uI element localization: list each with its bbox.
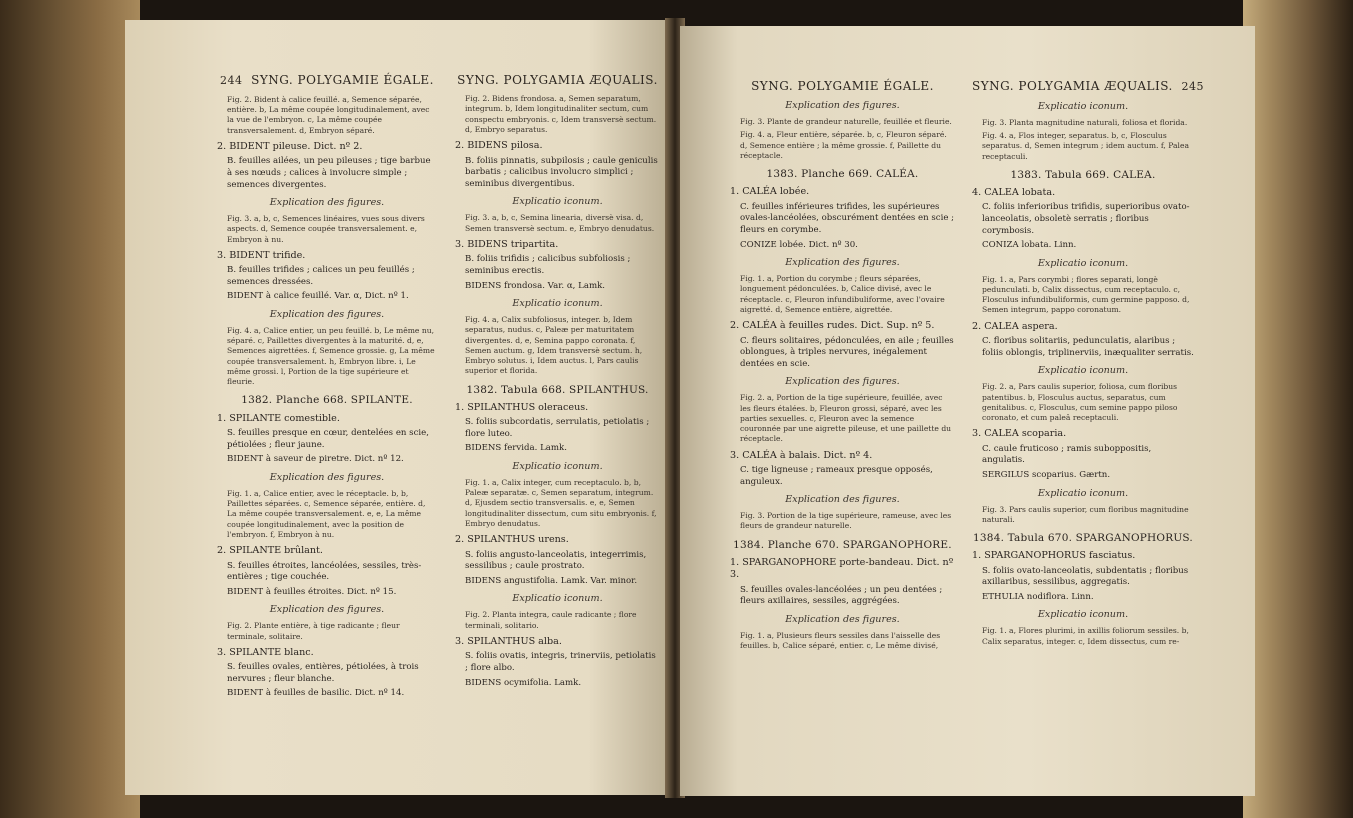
section-subheading: Explicatio iconum. bbox=[1037, 100, 1129, 112]
figure-caption: Fig. 3. Portion de la tige supérieure, rameuse, avec les fleurs de grandeur naturelle. bbox=[740, 511, 952, 531]
right-page-col-french bbox=[730, 26, 955, 654]
left-page-col-latin bbox=[455, 20, 660, 692]
figure-caption: Fig. 4. a, Flos integer, separatus. b, c, Flosculus separatus. d, Semen integrum ; idem auctum. f, Palea receptaculi. bbox=[982, 131, 1189, 161]
figure-caption: Fig. 2. Bident à calice feuillé. a, Semence séparée, entière. b, La même coupée longitudinalement, avec la vue de l'embryon. c, La même coupée transversalement. d, Embryon séparé. bbox=[227, 94, 430, 135]
description-text: BIDENT à feuilles étroites. Dict. nº 15. bbox=[227, 586, 397, 597]
description-text: C. feuilles inférieures trifides, les supérieures ovales-lancéolées, obscurément dentées en scie ; fleurs en corymbe. bbox=[740, 201, 955, 235]
figure-caption: Fig. 3. Plante de grandeur naturelle, feuillée et fleurie. bbox=[740, 117, 952, 127]
species-entry: 1. SPILANTHUS oleraceus. bbox=[455, 401, 589, 413]
description-text: S. foliis angusto-lanceolatis, integerrimis, sessilibus ; caule prostrato. bbox=[465, 549, 647, 572]
description-text: BIDENT à calice feuillé. Var. α, Dict. nº 1. bbox=[227, 291, 409, 302]
section-subheading: Explication des figures. bbox=[785, 494, 900, 506]
running-head bbox=[972, 78, 1204, 95]
description-text: CONIZE lobée. Dict. nº 30. bbox=[740, 239, 858, 250]
page-number: 245 bbox=[1181, 80, 1204, 93]
species-entry: 1. CALÉA lobée. bbox=[730, 186, 810, 198]
description-text: C. caule fruticoso ; ramis suboppositis, angulatis. bbox=[982, 443, 1152, 466]
figure-caption: Fig. 2. a, Portion de la tige supérieure, feuillée, avec les fleurs étalées. b, Fleuron grossi, séparé, avec les parties sexuelles. c, Fleuron avec la semence couronnée par une aigrette pileuse, et une paillette du réceptacle. bbox=[740, 393, 952, 444]
section-subheading: Explicatio iconum. bbox=[512, 298, 603, 310]
figure-caption: Fig. 1. a, Portion du corymbe ; fleurs séparées, longuement pédonculées. b, Calice divisé, avec le réceptacle. c, Fleuron infundibuliforme, avec l'ovaire aigretté. d, Semence entière, aigrettée. bbox=[740, 274, 945, 314]
description-text: BIDENT à feuilles de basilic. Dict. nº 14. bbox=[227, 688, 405, 699]
description-text: BIDENS ocymifolia. Lamk. bbox=[465, 677, 582, 688]
section-subheading: Explication des figures. bbox=[269, 197, 385, 209]
description-text: SERGILUS scoparius. Gærtn. bbox=[982, 469, 1111, 480]
column-body bbox=[730, 100, 955, 651]
running-head-title: SYNG. POLYGAMIA ÆQUALIS. bbox=[457, 73, 658, 87]
plate-heading: 1383. Planche 669. CALÉA. bbox=[766, 168, 919, 181]
section-subheading: Explication des figures. bbox=[269, 309, 385, 321]
plate-heading: 1384. Tabula 670. SPARGANOPHORUS. bbox=[973, 532, 1193, 545]
description-text: B. foliis trifidis ; calicibus subfoliosis ; seminibus erectis. bbox=[465, 254, 631, 276]
figure-caption: Fig. 3. a, b, c, Semina linearia, diversè visa. d, Semen transversè sectum. e, Embryo denudatus. bbox=[465, 213, 655, 233]
description-text: CONIZA lobata. Linn. bbox=[982, 240, 1077, 251]
right-page bbox=[680, 26, 1255, 796]
column-body bbox=[972, 101, 1194, 647]
species-entry: 2. SPILANTE brûlant. bbox=[217, 545, 323, 557]
species-entry: 3. CALEA scoparia. bbox=[972, 428, 1067, 440]
description-text: C. foliis inferioribus trifidis, superioribus ovato-lanceolatis, obsoletè serratis ; floribus corymbosis. bbox=[982, 202, 1190, 236]
description-text: BIDENS angustifolia. Lamk. Var. minor. bbox=[465, 575, 638, 586]
left-page bbox=[125, 20, 670, 795]
species-entry: 2. SPILANTHUS urens. bbox=[455, 534, 569, 546]
running-head-title: SYNG. POLYGAMIE ÉGALE. bbox=[751, 79, 934, 93]
section-subheading: Explicatio iconum. bbox=[1037, 365, 1129, 377]
description-text: S. foliis subcordatis, serrulatis, petiolatis ; flore luteo. bbox=[465, 417, 650, 439]
figure-caption: Fig. 1. a, Calix integer, cum receptaculo. b, b, Paleæ separatæ. c, Semen separatum, integrum. d, Ejusdem sectio transversalis. e, e, Semen longitudinaliter dissectum, cum situ embryonis. f, Embryo denudatus. bbox=[465, 477, 657, 528]
description-text: BIDENS frondosa. Var. α, Lamk. bbox=[465, 280, 606, 291]
description-text: C. fleurs solitaires, pédonculées, en aile ; feuilles oblongues, à triples nervures, inégalement dentées en scie. bbox=[740, 335, 954, 369]
book-edge-right bbox=[1243, 0, 1353, 818]
description-text: BIDENS fervida. Lamk. bbox=[465, 443, 567, 454]
section-subheading: Explication des figures. bbox=[785, 376, 900, 388]
plate-heading: 1384. Planche 670. SPARGANOPHORE. bbox=[733, 538, 952, 551]
book-edge-left bbox=[0, 0, 140, 818]
section-subheading: Explicatio iconum. bbox=[512, 593, 603, 605]
running-head bbox=[455, 72, 660, 88]
description-text: S. foliis ovatis, integris, trinerviis, petiolatis ; flore albo. bbox=[465, 651, 656, 673]
species-entry: 1. SPARGANOPHORE porte-bandeau. Dict. nº 3. bbox=[730, 556, 954, 581]
description-text: B. feuilles ailées, un peu pileuses ; tige barbue à ses nœuds ; calices à involucre simple ; semences divergentes. bbox=[227, 156, 431, 190]
figure-caption: Fig. 2. Planta integra, caule radicante ; flore terminali, solitario. bbox=[465, 610, 637, 630]
running-head-title: SYNG. POLYGAMIE ÉGALE. bbox=[251, 73, 434, 87]
figure-caption: Fig. 2. Bidens frondosa. a, Semen separatum, integrum. b, Idem longitudinaliter sectum, cum conspectu embryonis. c, Idem transversè sectum. d, Embryo separatus. bbox=[465, 94, 657, 134]
figure-caption: Fig. 3. Planta magnitudine naturali, foliosa et florida. bbox=[982, 117, 1188, 127]
figure-caption: Fig. 4. a, Calix subfoliosus, integer. b, Idem separatus, nudus. c, Paleæ per maturitatem divergentes. d, e, Semina pappo coronata. f, Semen auctum. g, Idem transversè sectum. h, Embryo solutus. i, Idem auctus. l, Pars caulis superior et florida. bbox=[465, 315, 643, 376]
species-entry: 2. BIDENS pilosa. bbox=[455, 140, 543, 152]
column-body bbox=[217, 95, 437, 700]
figure-caption: Fig. 1. a, Pars corymbi ; flores separati, longè pedunculati. b, Calix dissectus, cum receptaculo. c, Flosculus infundibuliformis, cum germine papposo. d, Semen integrum, pappo coronatum. bbox=[982, 274, 1190, 315]
section-subheading: Explicatio iconum. bbox=[1037, 487, 1129, 499]
figure-caption: Fig. 4. a, Calice entier, un peu feuillé. b, Le même nu, séparé. c, Paillettes divergentes à la maturité. d, e, Semences aigrettées. f, Semence grossie. g, La même coupée transversalement. h, Embryon libre. i, Le même grossi. l, Portion de la tige supérieure et fleurie. bbox=[227, 325, 435, 387]
running-head bbox=[217, 72, 437, 89]
species-entry: 2. CALÉA à feuilles rudes. Dict. Sup. nº 5. bbox=[730, 320, 935, 332]
figure-caption: Fig. 1. a, Plusieurs fleurs sessiles dans l'aisselle des feuilles. b, Calice séparé, entier. c, Le même divisé, bbox=[740, 630, 941, 651]
species-entry: 3. BIDENS tripartita. bbox=[455, 238, 559, 250]
section-subheading: Explication des figures. bbox=[269, 604, 385, 616]
species-entry: 3. CALÉA à balais. Dict. nº 4. bbox=[730, 449, 873, 461]
description-text: S. feuilles ovales, entières, pétiolées, à trois nervures ; fleur blanche. bbox=[227, 662, 419, 684]
figure-caption: Fig. 2. Plante entière, à tige radicante ; fleur terminale, solitaire. bbox=[227, 621, 400, 641]
species-entry: 1. SPARGANOPHORUS fasciatus. bbox=[972, 550, 1136, 562]
description-text: BIDENT à saveur de piretre. Dict. nº 12. bbox=[227, 454, 404, 465]
section-subheading: Explication des figures. bbox=[785, 100, 900, 112]
figure-caption: Fig. 4. a, Fleur entière, séparée. b, c, Fleuron séparé. d, Semence entière ; la même grossie. f, Paillette du réceptacle. bbox=[740, 130, 947, 160]
section-subheading: Explicatio iconum. bbox=[1037, 609, 1129, 621]
description-text: B. feuilles trifides ; calices un peu feuillés ; semences dressées. bbox=[227, 265, 415, 287]
figure-caption: Fig. 3. Pars caulis superior, cum floribus magnitudine naturali. bbox=[982, 504, 1189, 524]
description-text: ETHULIA nodiflora. Linn. bbox=[982, 591, 1094, 602]
figure-caption: Fig. 1. a, Flores plurimi, in axillis foliorum sessiles. b, Calix separatus, integer. c, Idem dissectus, cum re- bbox=[982, 626, 1189, 646]
description-text: S. feuilles étroites, lancéolées, sessiles, très-entières ; tige couchée. bbox=[227, 560, 422, 583]
right-page-col-latin bbox=[972, 26, 1204, 650]
description-text: B. foliis pinnatis, subpilosis ; caule geniculis barbatis ; calicibus involucro simplici ; seminibus divergentibus. bbox=[465, 155, 658, 189]
section-subheading: Explication des figures. bbox=[785, 613, 900, 625]
section-subheading: Explicatio iconum. bbox=[1037, 257, 1129, 269]
species-entry: 1. SPILANTE comestible. bbox=[217, 412, 340, 424]
species-entry: 3. BIDENT trifide. bbox=[217, 249, 306, 261]
figure-caption: Fig. 1. a, Calice entier, avec le réceptacle. b, b, Paillettes séparées. c, Semence séparée, entière. d, La même coupée transversalement. e, e, La même coupée longitudinalement, avec la position de l'embryon. f, Embryon à nu. bbox=[227, 488, 426, 539]
species-entry: 4. CALEA lobata. bbox=[972, 186, 1056, 198]
running-head-title: SYNG. POLYGAMIA ÆQUALIS. bbox=[972, 79, 1173, 93]
figure-caption: Fig. 3. a, b, c, Semences linéaires, vues sous divers aspects. d, Semence coupée transversalement. e, Embryon à nu. bbox=[227, 214, 425, 244]
species-entry: 3. SPILANTHUS alba. bbox=[455, 635, 562, 647]
column-body bbox=[455, 94, 660, 689]
page-number: 244 bbox=[219, 74, 243, 87]
description-text: C. tige ligneuse ; rameaux presque opposés, anguleux. bbox=[740, 464, 933, 487]
description-text: S. feuilles ovales-lancéolées ; un peu dentées ; fleurs axillaires, sessiles, aggrégées. bbox=[740, 584, 943, 607]
plate-heading: 1383. Tabula 669. CALEA. bbox=[1010, 168, 1156, 181]
plate-heading: 1382. Tabula 668. SPILANTHUS. bbox=[466, 383, 649, 396]
species-entry: 2. BIDENT pileuse. Dict. nº 2. bbox=[217, 140, 363, 152]
left-page-col-french bbox=[217, 20, 437, 703]
species-entry: 3. SPILANTE blanc. bbox=[217, 646, 314, 658]
figure-caption: Fig. 2. a, Pars caulis superior, foliosa, cum floribus patentibus. b, Flosculus auctus, separatus, cum genitalibus. c, Flosculus, cum semine pappo piloso coronato, et cum paleâ receptaculi. bbox=[982, 382, 1178, 423]
section-subheading: Explicatio iconum. bbox=[512, 460, 603, 472]
section-subheading: Explication des figures. bbox=[785, 257, 900, 269]
description-text: S. foliis ovato-lanceolatis, subdentatis ; floribus axillaribus, sessilibus, aggregatis. bbox=[982, 565, 1189, 588]
section-subheading: Explicatio iconum. bbox=[512, 196, 603, 208]
running-head bbox=[730, 78, 955, 94]
species-entry: 2. CALEA aspera. bbox=[972, 320, 1058, 332]
description-text: S. feuilles presque en cœur, dentelées en scie, pétiolées ; fleur jaune. bbox=[227, 428, 429, 450]
description-text: C. floribus solitariis, pedunculatis, alaribus ; foliis oblongis, triplinerviis, inæqualiter serratis. bbox=[982, 336, 1194, 358]
section-subheading: Explication des figures. bbox=[269, 471, 385, 483]
plate-heading: 1382. Planche 668. SPILANTE. bbox=[241, 394, 413, 407]
